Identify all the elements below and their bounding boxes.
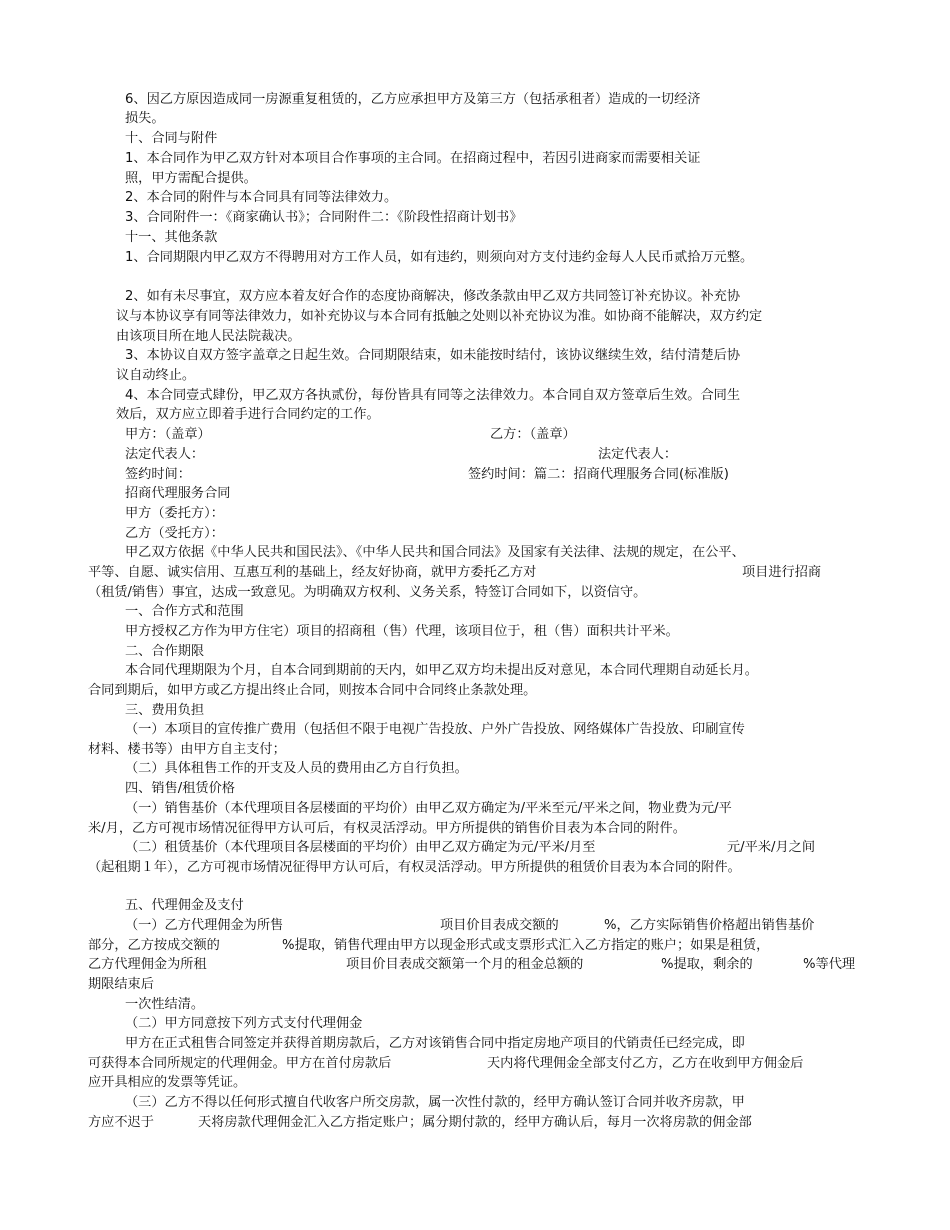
text-line: 方应不迟于 xyxy=(88,1115,154,1130)
text-line: 项目进行招商 xyxy=(742,565,822,580)
text-line: 1、本合同作为甲乙双方针对本项目合作事项的主合同。在招商过程中，若因引进商家而需要相关证 xyxy=(125,151,701,166)
section-heading: 三、费用负担 xyxy=(125,703,205,718)
text-line: 3、合同附件一：《商家确认书》；合同附件二：《阶段性招商计划书》 xyxy=(125,210,523,225)
text-line: 可获得本合同所规定的代理佣金。甲方在首付房款后 xyxy=(88,1056,392,1071)
section-heading: 二、合作期限 xyxy=(125,644,205,659)
text-line: （二）甲方同意按下列方式支付代理佣金 xyxy=(125,1016,363,1031)
party-b-seal: 乙方：（盖章） xyxy=(490,427,576,442)
party-b-sign-date: 签约时间：篇二：招商代理服务合同(标准版) xyxy=(468,467,729,482)
section-heading: 四、销售/租赁价格 xyxy=(125,781,235,796)
section-heading: 一、合作方式和范围 xyxy=(125,604,244,619)
text-line: 效后，双方应立即着手进行合同约定的工作。 xyxy=(116,407,380,422)
text-line: 期限结束后 xyxy=(88,977,154,992)
text-line: 甲乙双方依据《中华人民共和国民法》、《中华人民共和国合同法》及国家有关法律、法规的规定，在公平、 xyxy=(125,545,745,560)
text-line: （租赁/销售）事宜，达成一致意见。为明确双方权利、义务关系，特签订合同如下，以资信守。 xyxy=(88,585,647,600)
text-line: 照，甲方需配合提供。 xyxy=(125,171,257,186)
text-line: 项目价目表成交额的 xyxy=(440,918,559,933)
text-line: 天内将代理佣金全部支付乙方，乙方在收到甲方佣金后 xyxy=(487,1056,804,1071)
text-line: 天将房款代理佣金汇入乙方指定账户；属分期付款的，经甲方确认后，每月一次将房款的佣金部 xyxy=(198,1115,752,1130)
text-line: （一）本项目的宣传推广费用（包括但不限于电视广告投放、户外广告投放、网络媒体广告投放、印刷宣传 xyxy=(125,722,745,737)
text-line: 部分，乙方按成交额的 xyxy=(88,938,220,953)
section-heading: 五、代理佣金及支付 xyxy=(125,898,244,913)
text-line: 应开具相应的发票等凭证。 xyxy=(88,1075,247,1090)
text-line: 4、本合同壹式肆份，甲乙双方各执贰份，每份皆具有同等之法律效力。本合同自双方签章后生效。合同生 xyxy=(125,388,741,403)
text-line: %提取，剩余的 xyxy=(661,957,753,972)
section-heading: 十一、其他条款 xyxy=(125,230,218,245)
text-line: （二）具体租售工作的开支及人员的费用由乙方自行负担。 xyxy=(125,761,468,776)
text-line: 元/平米/月之间 xyxy=(727,840,816,855)
party-a-seal: 甲方：（盖章） xyxy=(125,427,211,442)
text-line: 6、因乙方原因造成同一房源重复租赁的，乙方应承担甲方及第三方（包括承租者）造成的一切经济 xyxy=(125,92,701,107)
text-line: 本合同代理期限为个月，自本合同到期前的天内，如甲乙双方均未提出反对意见，本合同代理期自动延长月。 xyxy=(125,663,758,678)
text-line: （三）乙方不得以任何形式擅自代收客户所交房款，属一次性付款的，经甲方确认签订合同并收齐房款，甲 xyxy=(125,1095,745,1110)
text-line: 2、本合同的附件与本合同具有同等法律效力。 xyxy=(125,190,398,205)
party-b-representative: 法定代表人： xyxy=(598,447,678,462)
party-b-agent: 乙方（受托方）： xyxy=(125,526,224,541)
text-line: 议与本协议享有同等法律效力，如补充协议与本合同有抵触之处则以补充协议为准。如协商不能解决，双方约定 xyxy=(116,309,763,324)
section-heading: 十、合同与附件 xyxy=(125,131,218,146)
text-line: 损失。 xyxy=(125,111,165,126)
party-a-sign-date: 签约时间： xyxy=(125,467,191,482)
text-line: 项目价目表成交额第一个月的租金总额的 xyxy=(346,957,584,972)
text-line: （一）乙方代理佣金为所售 xyxy=(125,918,284,933)
party-a-representative: 法定代表人： xyxy=(125,447,205,462)
text-line: 材料、楼书等）由甲方自主支付； xyxy=(88,742,286,757)
text-line: 1、合同期限内甲乙双方不得聘用对方工作人员，如有违约，则须向对方支付违约金每人人民币贰拾万元整。 xyxy=(125,250,754,265)
text-line: （一）销售基价（本代理项目各层楼面的平均价）由甲乙双方确定为/平米至元/平米之间，物业费为元/平 xyxy=(125,801,732,816)
text-line: %提取，销售代理由甲方以现金形式或支票形式汇入乙方指定的账户；如果是租赁， xyxy=(282,938,770,953)
text-line: %，乙方实际销售价格超出销售基价 xyxy=(604,918,815,933)
text-line: 甲方授权乙方作为甲方住宅）项目的招商租（售）代理，该项目位于，租（售）面积共计平米。 xyxy=(125,624,679,639)
text-line: 议自动终止。 xyxy=(116,368,196,383)
text-line: 平等、自愿、诚实信用、互惠互利的基础上，经友好协商，就甲方委托乙方对 xyxy=(88,565,537,580)
text-line: （二）租赁基价（本代理项目各层楼面的平均价）由甲乙双方确定为元/平米/月至 xyxy=(125,840,596,855)
text-line: 一次性结清。 xyxy=(125,997,205,1012)
text-line: 甲方在正式租售合同签定并获得首期房款后，乙方对该销售合同中指定房地产项目的代销责任已经完成，即 xyxy=(125,1036,745,1051)
text-line: 由该项目所在地人民法院裁决。 xyxy=(116,329,301,344)
party-a-client: 甲方（委托方）： xyxy=(125,506,224,521)
text-line: 米/月，乙方可视市场情况征得甲方认可后，有权灵活浮动。甲方所提供的销售价目表为本合同的附件。 xyxy=(88,821,686,836)
text-line: 乙方代理佣金为所租 xyxy=(88,957,207,972)
text-line: （起租期１年），乙方可视市场情况征得甲方认可后，有权灵活浮动。甲方所提供的租赁价目表为本合同的附件。 xyxy=(88,860,741,875)
contract-title: 招商代理服务合同 xyxy=(125,486,231,501)
text-line: 3、本协议自双方签字盖章之日起生效。合同期限结束，如未能按时结付，该协议继续生效，结付清楚后协 xyxy=(125,348,741,363)
text-line: 2、如有未尽事宜，双方应本着友好合作的态度协商解决，修改条款由甲乙双方共同签订补充协议。补充协 xyxy=(125,289,741,304)
text-line: %等代理 xyxy=(803,957,856,972)
text-line: 合同到期后，如甲方或乙方提出终止合同，则按本合同中合同终止条款处理。 xyxy=(88,683,537,698)
